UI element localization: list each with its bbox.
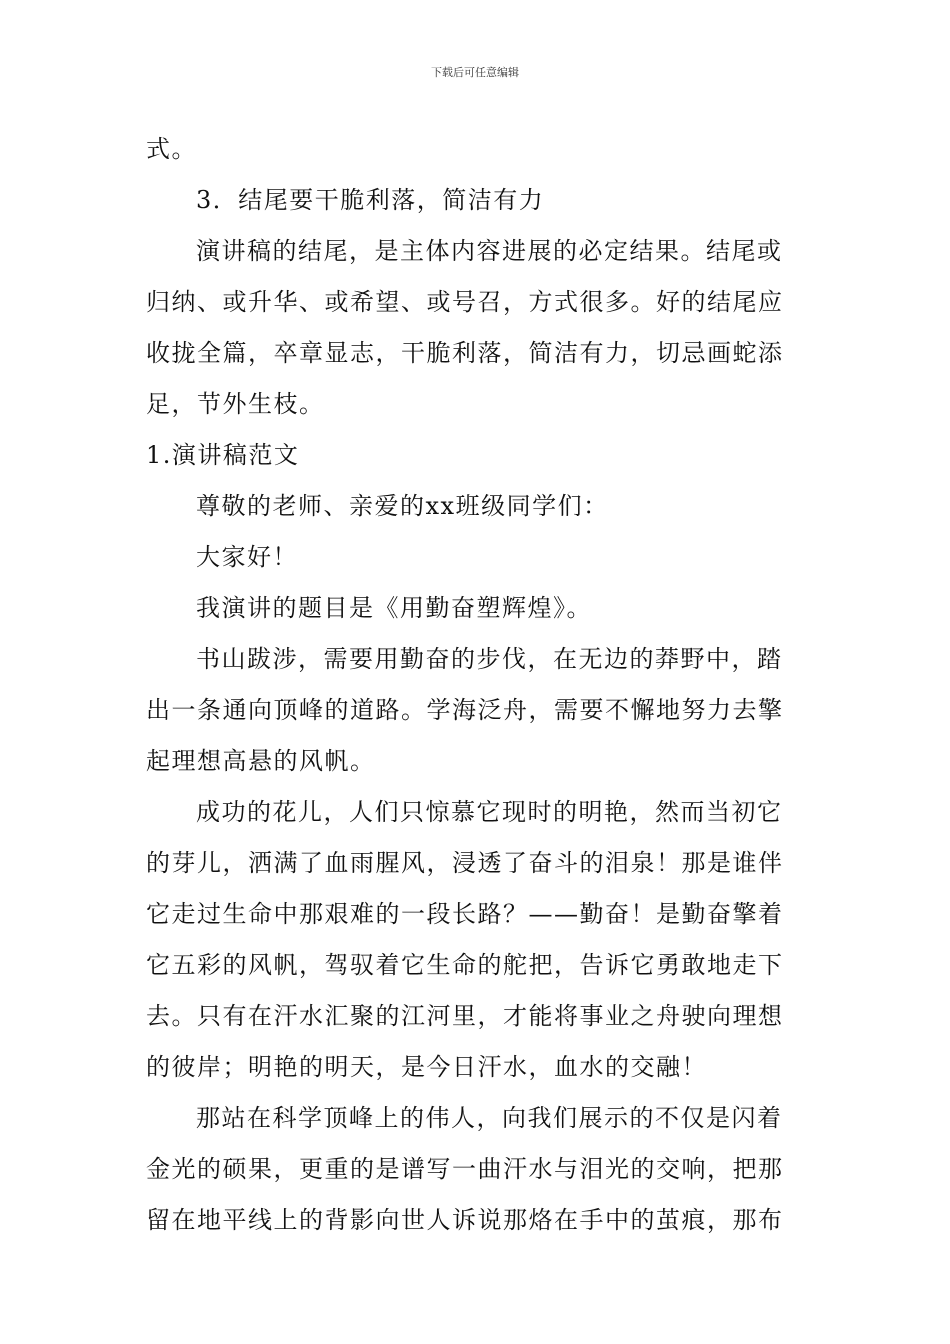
text-line: 金光的硕果，更重的是谱写一曲汗水与泪光的交响，把那 xyxy=(146,1155,784,1183)
text-line: 它五彩的风帆，驾驭着它生命的舵把，告诉它勇敢地走下 xyxy=(146,951,784,979)
page-header: 下载后可任意编辑 xyxy=(431,66,519,79)
text-line: 留在地平线上的背影向世人诉说那烙在手中的茧痕，那布 xyxy=(146,1206,784,1234)
text-line: 那站在科学顶峰上的伟人，向我们展示的不仅是闪着 xyxy=(196,1104,783,1132)
salutation: 尊敬的老师、亲爱的xx班级同学们： xyxy=(196,492,609,520)
text-line: 的芽儿，洒满了血雨腥风，浸透了奋斗的泪泉！那是谁伴 xyxy=(146,849,784,877)
document-body xyxy=(146,124,818,1246)
section-heading: 3．结尾要干脆利落，简洁有力 xyxy=(196,186,545,214)
text-line: 它走过生命中那艰难的一段长路？——勤奋！是勤奋擎着 xyxy=(146,900,784,928)
text-line: 收拢全篇，卒章显志，干脆利落，简洁有力，切忌画蛇添 xyxy=(146,339,784,367)
speech-title-line: 我演讲的题目是《用勤奋塑辉煌》。 xyxy=(196,594,592,622)
section-heading: 1.演讲稿范文 xyxy=(146,441,300,469)
text-line: 书山跋涉，需要用勤奋的步伐，在无边的莽野中，踏 xyxy=(196,645,783,673)
text-line: 起理想高悬的风帆。 xyxy=(146,747,376,775)
text-line: 出一条通向顶峰的道路。学海泛舟，需要不懈地努力去擎 xyxy=(146,696,784,724)
text-line: 演讲稿的结尾，是主体内容进展的必定结果。结尾或 xyxy=(196,237,783,265)
text-line: 式。 xyxy=(146,135,197,163)
text-line: 成功的花儿，人们只惊慕它现时的明艳，然而当初它 xyxy=(196,798,783,826)
greeting: 大家好！ xyxy=(196,543,298,571)
text-line: 去。只有在汗水汇聚的江河里，才能将事业之舟驶向理想 xyxy=(146,1002,784,1030)
text-line: 的彼岸；明艳的明天，是今日汗水，血水的交融！ xyxy=(146,1053,707,1081)
text-line: 足，节外生枝。 xyxy=(146,390,325,418)
text-line: 归纳、或升华、或希望、或号召，方式很多。好的结尾应 xyxy=(146,288,784,316)
